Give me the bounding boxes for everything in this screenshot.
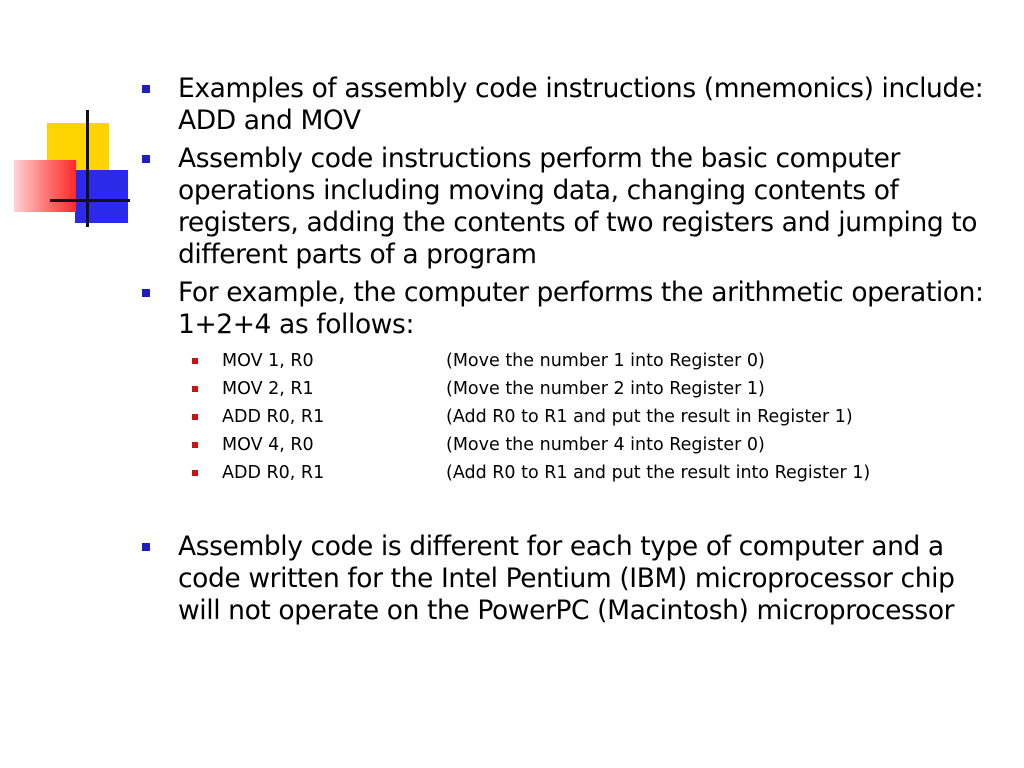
bullet-item (140, 531, 1000, 627)
logo-vertical-line (86, 110, 89, 227)
instruction-description: (Move the number 4 into Register 0) (446, 435, 765, 455)
sub-bullet-square-icon (192, 442, 198, 448)
instruction-code: MOV 4, R0 (222, 435, 314, 455)
instruction-list (140, 347, 1000, 487)
instruction-description: (Add R0 to R1 and put the result in Register 1) (446, 407, 853, 427)
instruction-description: (Move the number 2 into Register 1) (446, 379, 765, 399)
instruction-code: MOV 1, R0 (222, 351, 314, 371)
instruction-code: ADD R0, R1 (222, 407, 325, 427)
bullet-square-icon (142, 155, 150, 163)
slide-content (140, 73, 1000, 633)
bullet-text: For example, the computer performs the arithmetic operation: 1+2+4 as follows: (178, 277, 984, 340)
instruction-item (140, 403, 1000, 431)
sub-bullet-square-icon (192, 414, 198, 420)
instruction-code: MOV 2, R1 (222, 379, 314, 399)
bullet-text: Assembly code is different for each type of computer and a code written for the Intel Pentium (IBM) microprocessor chip will not operate on the PowerPC (Macintosh) microprocessor (178, 531, 955, 626)
bullet-item (140, 277, 1000, 341)
instruction-item (140, 375, 1000, 403)
bullet-item (140, 73, 1000, 137)
instruction-item (140, 431, 1000, 459)
logo-red-square (14, 160, 76, 212)
sub-bullet-square-icon (192, 358, 198, 364)
instruction-description: (Add R0 to R1 and put the result into Register 1) (446, 463, 871, 483)
logo-blue-square (75, 170, 128, 223)
instruction-code: ADD R0, R1 (222, 463, 325, 483)
bullet-text: Examples of assembly code instructions (mnemonics) include: ADD and MOV (178, 73, 984, 136)
bullet-square-icon (142, 85, 150, 93)
instruction-item (140, 459, 1000, 487)
sub-bullet-square-icon (192, 470, 198, 476)
bullet-square-icon (142, 543, 150, 551)
slide-logo-decoration (0, 0, 140, 240)
logo-horizontal-line (50, 199, 130, 202)
bullet-item (140, 143, 1000, 271)
spacer (140, 487, 1000, 531)
bullet-text: Assembly code instructions perform the basic computer operations including moving data, changing contents of registers, adding the contents of two registers and jumping to different parts of a program (178, 143, 978, 270)
instruction-description: (Move the number 1 into Register 0) (446, 351, 765, 371)
bullet-square-icon (142, 289, 150, 297)
sub-bullet-square-icon (192, 386, 198, 392)
instruction-item (140, 347, 1000, 375)
